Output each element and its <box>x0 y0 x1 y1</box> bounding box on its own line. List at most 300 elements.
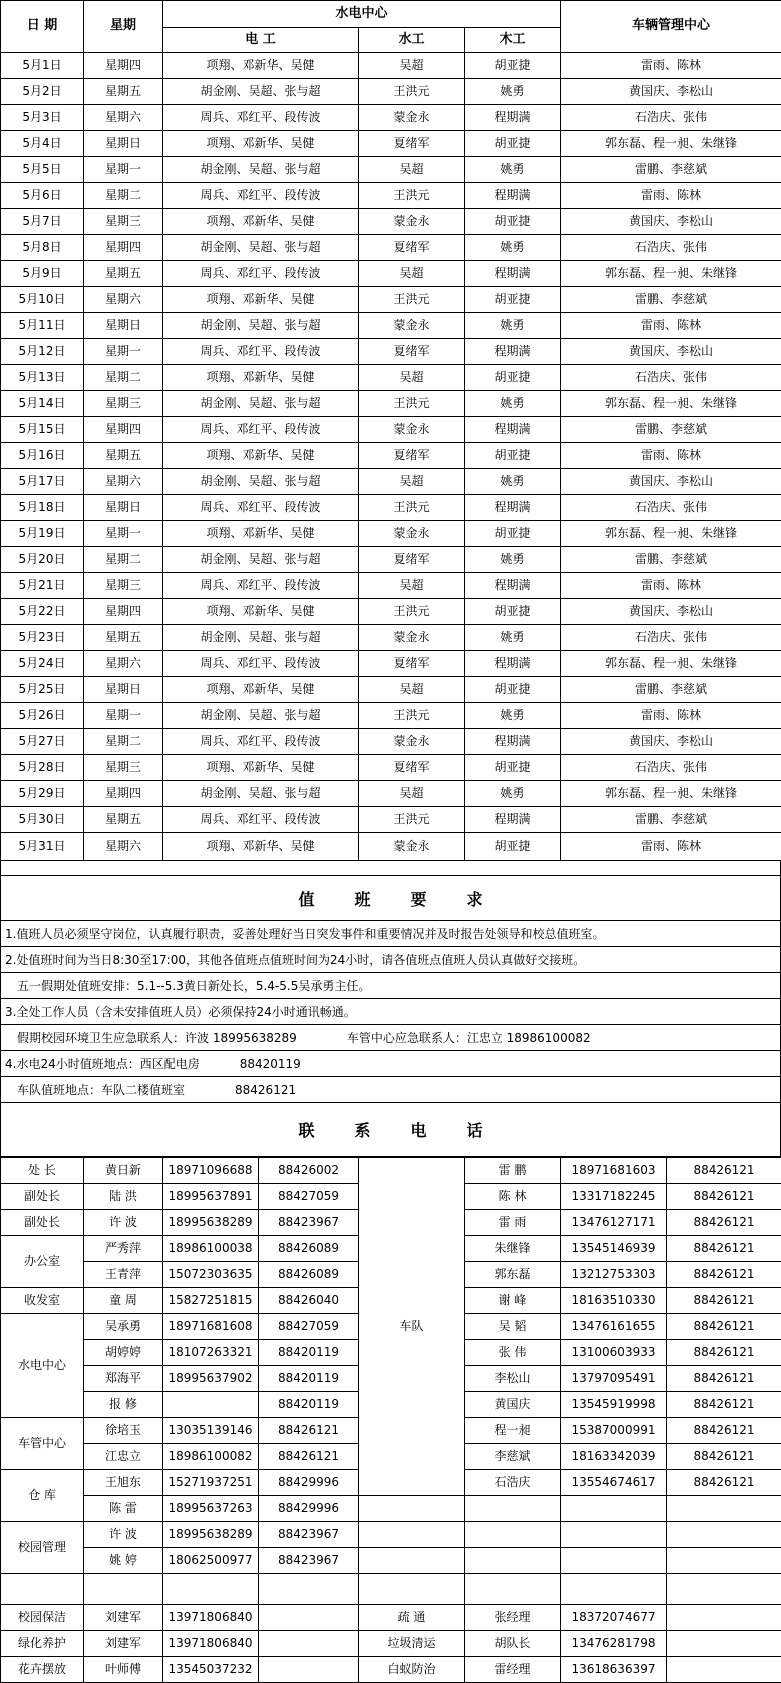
cell-plumber: 王洪元 <box>359 703 465 729</box>
motorcade-tel: 88426121 <box>667 1366 781 1392</box>
schedule-row <box>1 79 781 105</box>
cell-date: 5月12日 <box>1 339 84 365</box>
cell-plumber: 吴超 <box>359 53 465 79</box>
cell-vehicle: 雷雨、陈林 <box>561 703 781 729</box>
motorcade-mobile: 15387000991 <box>561 1418 667 1444</box>
contact-name: 报 修 <box>84 1392 163 1418</box>
cell-electrician: 项翔、邓新华、吴健 <box>163 443 359 469</box>
cell-carpenter: 姚勇 <box>465 235 561 261</box>
schedule-body <box>1 53 781 861</box>
cell-plumber: 蒙金永 <box>359 833 465 861</box>
contact-row <box>1 1522 781 1548</box>
cell-date: 5月9日 <box>1 261 84 287</box>
cell-date: 5月28日 <box>1 755 84 781</box>
empty-cell <box>259 1631 359 1657</box>
cell-plumber: 蒙金永 <box>359 417 465 443</box>
cell-electrician: 胡金刚、吴超、张与超 <box>163 703 359 729</box>
contact-dept: 仓 库 <box>1 1470 84 1522</box>
motorcade-mobile: 13545919998 <box>561 1392 667 1418</box>
requirements-title: 值班要求 <box>0 875 781 921</box>
contact-tel: 88429996 <box>259 1496 359 1522</box>
cell-vehicle: 雷鹏、李慈斌 <box>561 547 781 573</box>
contact-name: 许 波 <box>84 1210 163 1236</box>
motorcade-mobile: 13212753303 <box>561 1262 667 1288</box>
cell-vehicle: 黄国庆、李松山 <box>561 729 781 755</box>
schedule-row <box>1 209 781 235</box>
cell-plumber: 蒙金永 <box>359 729 465 755</box>
service-left-label: 花卉摆放 <box>1 1657 84 1683</box>
motorcade-mobile: 13476127171 <box>561 1210 667 1236</box>
cell-carpenter: 程期满 <box>465 261 561 287</box>
empty-cell <box>667 1522 781 1548</box>
cell-date: 5月25日 <box>1 677 84 703</box>
contact-tel: 88426089 <box>259 1236 359 1262</box>
empty-cell <box>465 1574 561 1605</box>
cell-vehicle: 石浩庆、张伟 <box>561 365 781 391</box>
cell-carpenter: 胡亚捷 <box>465 677 561 703</box>
cell-date: 5月2日 <box>1 79 84 105</box>
cell-date: 5月13日 <box>1 365 84 391</box>
contact-row <box>1 1548 781 1574</box>
cell-date: 5月3日 <box>1 105 84 131</box>
header-electrician: 电 工 <box>163 28 359 53</box>
service-left-label: 绿化养护 <box>1 1631 84 1657</box>
header-carpenter: 木工 <box>465 28 561 53</box>
cell-electrician: 胡金刚、吴超、张与超 <box>163 235 359 261</box>
cell-plumber: 王洪元 <box>359 183 465 209</box>
contact-name: 胡婷婷 <box>84 1340 163 1366</box>
schedule-row <box>1 391 781 417</box>
empty-cell <box>667 1657 781 1683</box>
cell-plumber: 蒙金永 <box>359 209 465 235</box>
contact-tel: 88426121 <box>259 1418 359 1444</box>
contact-dept: 校园管理 <box>1 1522 84 1574</box>
cell-plumber: 吴超 <box>359 573 465 599</box>
requirement-3-sub <box>0 1025 781 1051</box>
motorcade-tel: 88426121 <box>667 1340 781 1366</box>
empty-cell <box>465 1496 561 1522</box>
cell-date: 5月5日 <box>1 157 84 183</box>
cell-vehicle: 郭东磊、程一昶、朱继锋 <box>561 521 781 547</box>
cell-plumber: 王洪元 <box>359 79 465 105</box>
cell-electrician: 周兵、邓红平、段传波 <box>163 105 359 131</box>
service-left-name: 刘建军 <box>84 1631 163 1657</box>
contact-name: 江忠立 <box>84 1444 163 1470</box>
requirement-3: 3.全处工作人员（含未安排值班人员）必须保持24小时通讯畅通。 <box>0 999 781 1025</box>
cell-weekday: 星期一 <box>84 521 163 547</box>
cell-electrician: 项翔、邓新华、吴健 <box>163 677 359 703</box>
cell-vehicle: 黄国庆、李松山 <box>561 599 781 625</box>
cell-weekday: 星期四 <box>84 235 163 261</box>
schedule-row <box>1 755 781 781</box>
cell-date: 5月10日 <box>1 287 84 313</box>
contact-name: 吴承勇 <box>84 1314 163 1340</box>
cell-plumber: 王洪元 <box>359 287 465 313</box>
cell-carpenter: 胡亚捷 <box>465 209 561 235</box>
schedule-row <box>1 625 781 651</box>
cell-weekday: 星期五 <box>84 807 163 833</box>
service-row <box>1 1631 781 1657</box>
cell-electrician: 项翔、邓新华、吴健 <box>163 209 359 235</box>
cell-weekday: 星期四 <box>84 781 163 807</box>
cell-electrician: 胡金刚、吴超、张与超 <box>163 547 359 573</box>
cell-electrician: 胡金刚、吴超、张与超 <box>163 391 359 417</box>
cell-carpenter: 姚勇 <box>465 157 561 183</box>
motorcade-mobile: 13100603933 <box>561 1340 667 1366</box>
schedule-row <box>1 495 781 521</box>
contact-dept: 车管中心 <box>1 1418 84 1470</box>
contact-tel: 88427059 <box>259 1184 359 1210</box>
requirement-4 <box>0 1051 781 1077</box>
empty-cell <box>1 1574 84 1605</box>
cell-plumber: 蒙金永 <box>359 521 465 547</box>
motorcade-name: 谢 峰 <box>465 1288 561 1314</box>
motorcade-tel: 88426121 <box>667 1184 781 1210</box>
schedule-row <box>1 287 781 313</box>
schedule-row <box>1 573 781 599</box>
schedule-row <box>1 235 781 261</box>
empty-cell <box>84 1574 163 1605</box>
cell-vehicle: 雷鹏、李慈斌 <box>561 677 781 703</box>
schedule-row <box>1 677 781 703</box>
cell-weekday: 星期五 <box>84 79 163 105</box>
motorcade-tel: 88426121 <box>667 1418 781 1444</box>
cell-vehicle: 雷鹏、李慈斌 <box>561 417 781 443</box>
cell-weekday: 星期四 <box>84 53 163 79</box>
schedule-row <box>1 443 781 469</box>
cell-carpenter: 胡亚捷 <box>465 755 561 781</box>
sanitation-contact: 假期校园环境卫生应急联系人：许波 18995638289 <box>17 1031 297 1045</box>
cell-carpenter: 程期满 <box>465 183 561 209</box>
empty-cell <box>667 1548 781 1574</box>
cell-plumber: 蒙金永 <box>359 105 465 131</box>
service-left-mobile: 13971806840 <box>163 1605 259 1631</box>
motorcade-tel: 88426121 <box>667 1444 781 1470</box>
schedule-row <box>1 53 781 79</box>
cell-plumber: 夏绪军 <box>359 547 465 573</box>
motorcade-tel: 88426121 <box>667 1392 781 1418</box>
contact-row <box>1 1496 781 1522</box>
contact-tel: 88423967 <box>259 1548 359 1574</box>
contact-tel: 88420119 <box>259 1392 359 1418</box>
cell-vehicle: 石浩庆、张伟 <box>561 105 781 131</box>
cell-date: 5月21日 <box>1 573 84 599</box>
empty-cell <box>259 1605 359 1631</box>
empty-cell <box>359 1496 465 1522</box>
contact-mobile: 18986100082 <box>163 1444 259 1470</box>
schedule-row <box>1 157 781 183</box>
empty-cell <box>359 1548 465 1574</box>
cell-carpenter: 姚勇 <box>465 547 561 573</box>
motorcade-tel: 88426121 <box>667 1470 781 1496</box>
cell-electrician: 胡金刚、吴超、张与超 <box>163 625 359 651</box>
contact-mobile: 15827251815 <box>163 1288 259 1314</box>
cell-date: 5月8日 <box>1 235 84 261</box>
contact-name: 郑海平 <box>84 1366 163 1392</box>
empty-cell <box>561 1548 667 1574</box>
cell-vehicle: 郭东磊、程一昶、朱继锋 <box>561 261 781 287</box>
empty-cell <box>465 1548 561 1574</box>
cell-electrician: 项翔、邓新华、吴健 <box>163 365 359 391</box>
cell-date: 5月1日 <box>1 53 84 79</box>
requirement-2-sub: 五一假期处值班安排：5.1--5.3黄日新处长，5.4-5.5吴承勇主任。 <box>0 973 781 999</box>
cell-vehicle: 雷雨、陈林 <box>561 53 781 79</box>
contact-mobile: 18986100038 <box>163 1236 259 1262</box>
cell-electrician: 周兵、邓红平、段传波 <box>163 729 359 755</box>
contact-row <box>1 1158 781 1184</box>
schedule-row <box>1 521 781 547</box>
empty-cell <box>163 1574 259 1605</box>
motorcade-mobile: 18971681603 <box>561 1158 667 1184</box>
cell-vehicle: 雷鹏、李慈斌 <box>561 157 781 183</box>
requirement-1: 1.值班人员必须坚守岗位，认真履行职责，妥善处理好当日突发事件和重要情况并及时报告处领导和校总值班室。 <box>0 921 781 947</box>
cell-electrician: 项翔、邓新华、吴健 <box>163 755 359 781</box>
cell-carpenter: 胡亚捷 <box>465 365 561 391</box>
spacer-row <box>0 861 781 875</box>
header-date: 日 期 <box>1 1 84 53</box>
cell-weekday: 星期三 <box>84 209 163 235</box>
cell-vehicle: 郭东磊、程一昶、朱继锋 <box>561 131 781 157</box>
schedule-row <box>1 469 781 495</box>
service-right-label: 疏 通 <box>359 1605 465 1631</box>
motorcade-duty-phone: 88426121 <box>235 1083 296 1097</box>
cell-vehicle: 黄国庆、李松山 <box>561 209 781 235</box>
header-plumber: 水工 <box>359 28 465 53</box>
empty-cell <box>667 1574 781 1605</box>
contact-dept: 办公室 <box>1 1236 84 1288</box>
cell-weekday: 星期一 <box>84 157 163 183</box>
motorcade-name: 吴 韬 <box>465 1314 561 1340</box>
cell-carpenter: 胡亚捷 <box>465 287 561 313</box>
cell-electrician: 项翔、邓新华、吴健 <box>163 53 359 79</box>
empty-cell <box>667 1631 781 1657</box>
cell-date: 5月11日 <box>1 313 84 339</box>
cell-carpenter: 姚勇 <box>465 781 561 807</box>
cell-carpenter: 程期满 <box>465 573 561 599</box>
contact-mobile: 18062500977 <box>163 1548 259 1574</box>
motorcade-tel: 88426121 <box>667 1314 781 1340</box>
cell-plumber: 夏绪军 <box>359 755 465 781</box>
contact-tel: 88429996 <box>259 1470 359 1496</box>
cell-weekday: 星期三 <box>84 573 163 599</box>
cell-weekday: 星期日 <box>84 313 163 339</box>
cell-vehicle: 雷鹏、李慈斌 <box>561 807 781 833</box>
motorcade-mobile: 18163342039 <box>561 1444 667 1470</box>
contact-mobile: 18971096688 <box>163 1158 259 1184</box>
cell-plumber: 吴超 <box>359 469 465 495</box>
empty-cell <box>561 1522 667 1548</box>
contact-tel: 88420119 <box>259 1340 359 1366</box>
cell-vehicle: 郭东磊、程一昶、朱继锋 <box>561 781 781 807</box>
contact-mobile: 18995637891 <box>163 1184 259 1210</box>
contact-mobile: 15072303635 <box>163 1262 259 1288</box>
motorcade-tel: 88426121 <box>667 1262 781 1288</box>
cell-carpenter: 姚勇 <box>465 625 561 651</box>
contact-name: 陈 雷 <box>84 1496 163 1522</box>
empty-cell <box>561 1574 667 1605</box>
cell-weekday: 星期三 <box>84 391 163 417</box>
cell-vehicle: 雷鹏、李慈斌 <box>561 287 781 313</box>
empty-cell <box>465 1522 561 1548</box>
schedule-row <box>1 599 781 625</box>
contact-tel: 88426002 <box>259 1158 359 1184</box>
cell-weekday: 星期六 <box>84 833 163 861</box>
cell-electrician: 项翔、邓新华、吴健 <box>163 287 359 313</box>
motorcade-name: 程一昶 <box>465 1418 561 1444</box>
cell-electrician: 周兵、邓红平、段传波 <box>163 261 359 287</box>
cell-electrician: 周兵、邓红平、段传波 <box>163 573 359 599</box>
cell-plumber: 王洪元 <box>359 495 465 521</box>
service-left-name: 刘建军 <box>84 1605 163 1631</box>
service-right-mobile: 13618636397 <box>561 1657 667 1683</box>
contacts-table <box>0 1157 781 1683</box>
cell-electrician: 周兵、邓红平、段传波 <box>163 339 359 365</box>
contact-mobile: 18995637902 <box>163 1366 259 1392</box>
cell-electrician: 周兵、邓红平、段传波 <box>163 807 359 833</box>
contact-spacer-row <box>1 1574 781 1605</box>
cell-date: 5月24日 <box>1 651 84 677</box>
cell-plumber: 夏绪军 <box>359 339 465 365</box>
cell-date: 5月30日 <box>1 807 84 833</box>
cell-weekday: 星期二 <box>84 729 163 755</box>
cell-weekday: 星期六 <box>84 469 163 495</box>
motorcade-name: 陈 林 <box>465 1184 561 1210</box>
contact-mobile: 15271937251 <box>163 1470 259 1496</box>
contact-name: 严秀萍 <box>84 1236 163 1262</box>
service-right-name: 张经理 <box>465 1605 561 1631</box>
motorcade-name: 张 伟 <box>465 1340 561 1366</box>
cell-weekday: 星期五 <box>84 443 163 469</box>
contact-mobile: 18107263321 <box>163 1340 259 1366</box>
motorcade-duty-location: 车队值班地点：车队二楼值班室 <box>17 1083 185 1097</box>
water-electric-duty-location: 4.水电24小时值班地点：西区配电房 <box>5 1057 200 1071</box>
cell-electrician: 胡金刚、吴超、张与超 <box>163 313 359 339</box>
contact-name: 王青萍 <box>84 1262 163 1288</box>
contact-dept: 收发室 <box>1 1288 84 1314</box>
service-right-name: 胡队长 <box>465 1631 561 1657</box>
cell-electrician: 胡金刚、吴超、张与超 <box>163 781 359 807</box>
motorcade-mobile: 13476161655 <box>561 1314 667 1340</box>
cell-plumber: 吴超 <box>359 365 465 391</box>
cell-date: 5月20日 <box>1 547 84 573</box>
schedule-row <box>1 781 781 807</box>
schedule-row <box>1 105 781 131</box>
cell-electrician: 胡金刚、吴超、张与超 <box>163 157 359 183</box>
cell-vehicle: 郭东磊、程一昶、朱继锋 <box>561 391 781 417</box>
cell-weekday: 星期一 <box>84 339 163 365</box>
header-water-electric-center: 水电中心 <box>163 1 561 28</box>
cell-vehicle: 雷雨、陈林 <box>561 443 781 469</box>
motorcade-tel: 88426121 <box>667 1210 781 1236</box>
cell-vehicle: 黄国庆、李松山 <box>561 79 781 105</box>
cell-carpenter: 姚勇 <box>465 391 561 417</box>
cell-plumber: 夏绪军 <box>359 651 465 677</box>
service-left-mobile: 13971806840 <box>163 1631 259 1657</box>
contact-dept: 处 长 <box>1 1158 84 1184</box>
cell-vehicle: 雷雨、陈林 <box>561 573 781 599</box>
contact-tel: 88420119 <box>259 1366 359 1392</box>
cell-date: 5月16日 <box>1 443 84 469</box>
empty-cell <box>561 1496 667 1522</box>
schedule-row <box>1 729 781 755</box>
cell-date: 5月31日 <box>1 833 84 861</box>
cell-date: 5月29日 <box>1 781 84 807</box>
cell-carpenter: 程期满 <box>465 417 561 443</box>
cell-plumber: 王洪元 <box>359 807 465 833</box>
cell-plumber: 王洪元 <box>359 599 465 625</box>
cell-carpenter: 姚勇 <box>465 703 561 729</box>
motorcade-mobile: 13317182245 <box>561 1184 667 1210</box>
motorcade-name: 黄国庆 <box>465 1392 561 1418</box>
cell-vehicle: 雷雨、陈林 <box>561 183 781 209</box>
schedule-row <box>1 183 781 209</box>
cell-weekday: 星期日 <box>84 131 163 157</box>
schedule-header-row <box>1 1 781 28</box>
cell-electrician: 项翔、邓新华、吴健 <box>163 833 359 861</box>
cell-carpenter: 姚勇 <box>465 313 561 339</box>
contact-mobile: 18971681608 <box>163 1314 259 1340</box>
contact-name: 姚 婷 <box>84 1548 163 1574</box>
cell-electrician: 项翔、邓新华、吴健 <box>163 131 359 157</box>
cell-electrician: 周兵、邓红平、段传波 <box>163 495 359 521</box>
schedule-row <box>1 833 781 861</box>
empty-cell <box>359 1522 465 1548</box>
cell-carpenter: 胡亚捷 <box>465 443 561 469</box>
service-left-label: 校园保洁 <box>1 1605 84 1631</box>
empty-cell <box>359 1574 465 1605</box>
cell-date: 5月19日 <box>1 521 84 547</box>
cell-electrician: 周兵、邓红平、段传波 <box>163 183 359 209</box>
cell-vehicle: 石浩庆、张伟 <box>561 495 781 521</box>
contact-name: 徐培玉 <box>84 1418 163 1444</box>
cell-plumber: 夏绪军 <box>359 131 465 157</box>
cell-electrician: 周兵、邓红平、段传波 <box>163 651 359 677</box>
cell-weekday: 星期日 <box>84 677 163 703</box>
empty-cell <box>667 1496 781 1522</box>
cell-carpenter: 胡亚捷 <box>465 599 561 625</box>
schedule-row <box>1 313 781 339</box>
schedule-row <box>1 365 781 391</box>
cell-plumber: 吴超 <box>359 157 465 183</box>
cell-vehicle: 石浩庆、张伟 <box>561 235 781 261</box>
cell-vehicle: 雷雨、陈林 <box>561 313 781 339</box>
contact-dept: 副处长 <box>1 1184 84 1210</box>
service-right-label: 白蚁防治 <box>359 1657 465 1683</box>
vehicle-center-contact: 车管中心应急联系人：江忠立 18986100082 <box>347 1031 591 1045</box>
cell-weekday: 星期四 <box>84 417 163 443</box>
motorcade-name: 郭东磊 <box>465 1262 561 1288</box>
motorcade-tel: 88426121 <box>667 1288 781 1314</box>
cell-date: 5月4日 <box>1 131 84 157</box>
contact-dept: 水电中心 <box>1 1314 84 1418</box>
cell-date: 5月18日 <box>1 495 84 521</box>
cell-weekday: 星期日 <box>84 495 163 521</box>
cell-electrician: 项翔、邓新华、吴健 <box>163 521 359 547</box>
cell-weekday: 星期六 <box>84 651 163 677</box>
cell-carpenter: 程期满 <box>465 339 561 365</box>
cell-vehicle: 石浩庆、张伟 <box>561 755 781 781</box>
contact-mobile: 18995638289 <box>163 1522 259 1548</box>
cell-carpenter: 程期满 <box>465 729 561 755</box>
cell-plumber: 蒙金永 <box>359 625 465 651</box>
schedule-row <box>1 339 781 365</box>
contact-mobile: 18995637263 <box>163 1496 259 1522</box>
contact-mobile: 13035139146 <box>163 1418 259 1444</box>
cell-date: 5月6日 <box>1 183 84 209</box>
cell-vehicle: 石浩庆、张伟 <box>561 625 781 651</box>
empty-cell <box>667 1605 781 1631</box>
motorcade-tel: 88426121 <box>667 1236 781 1262</box>
